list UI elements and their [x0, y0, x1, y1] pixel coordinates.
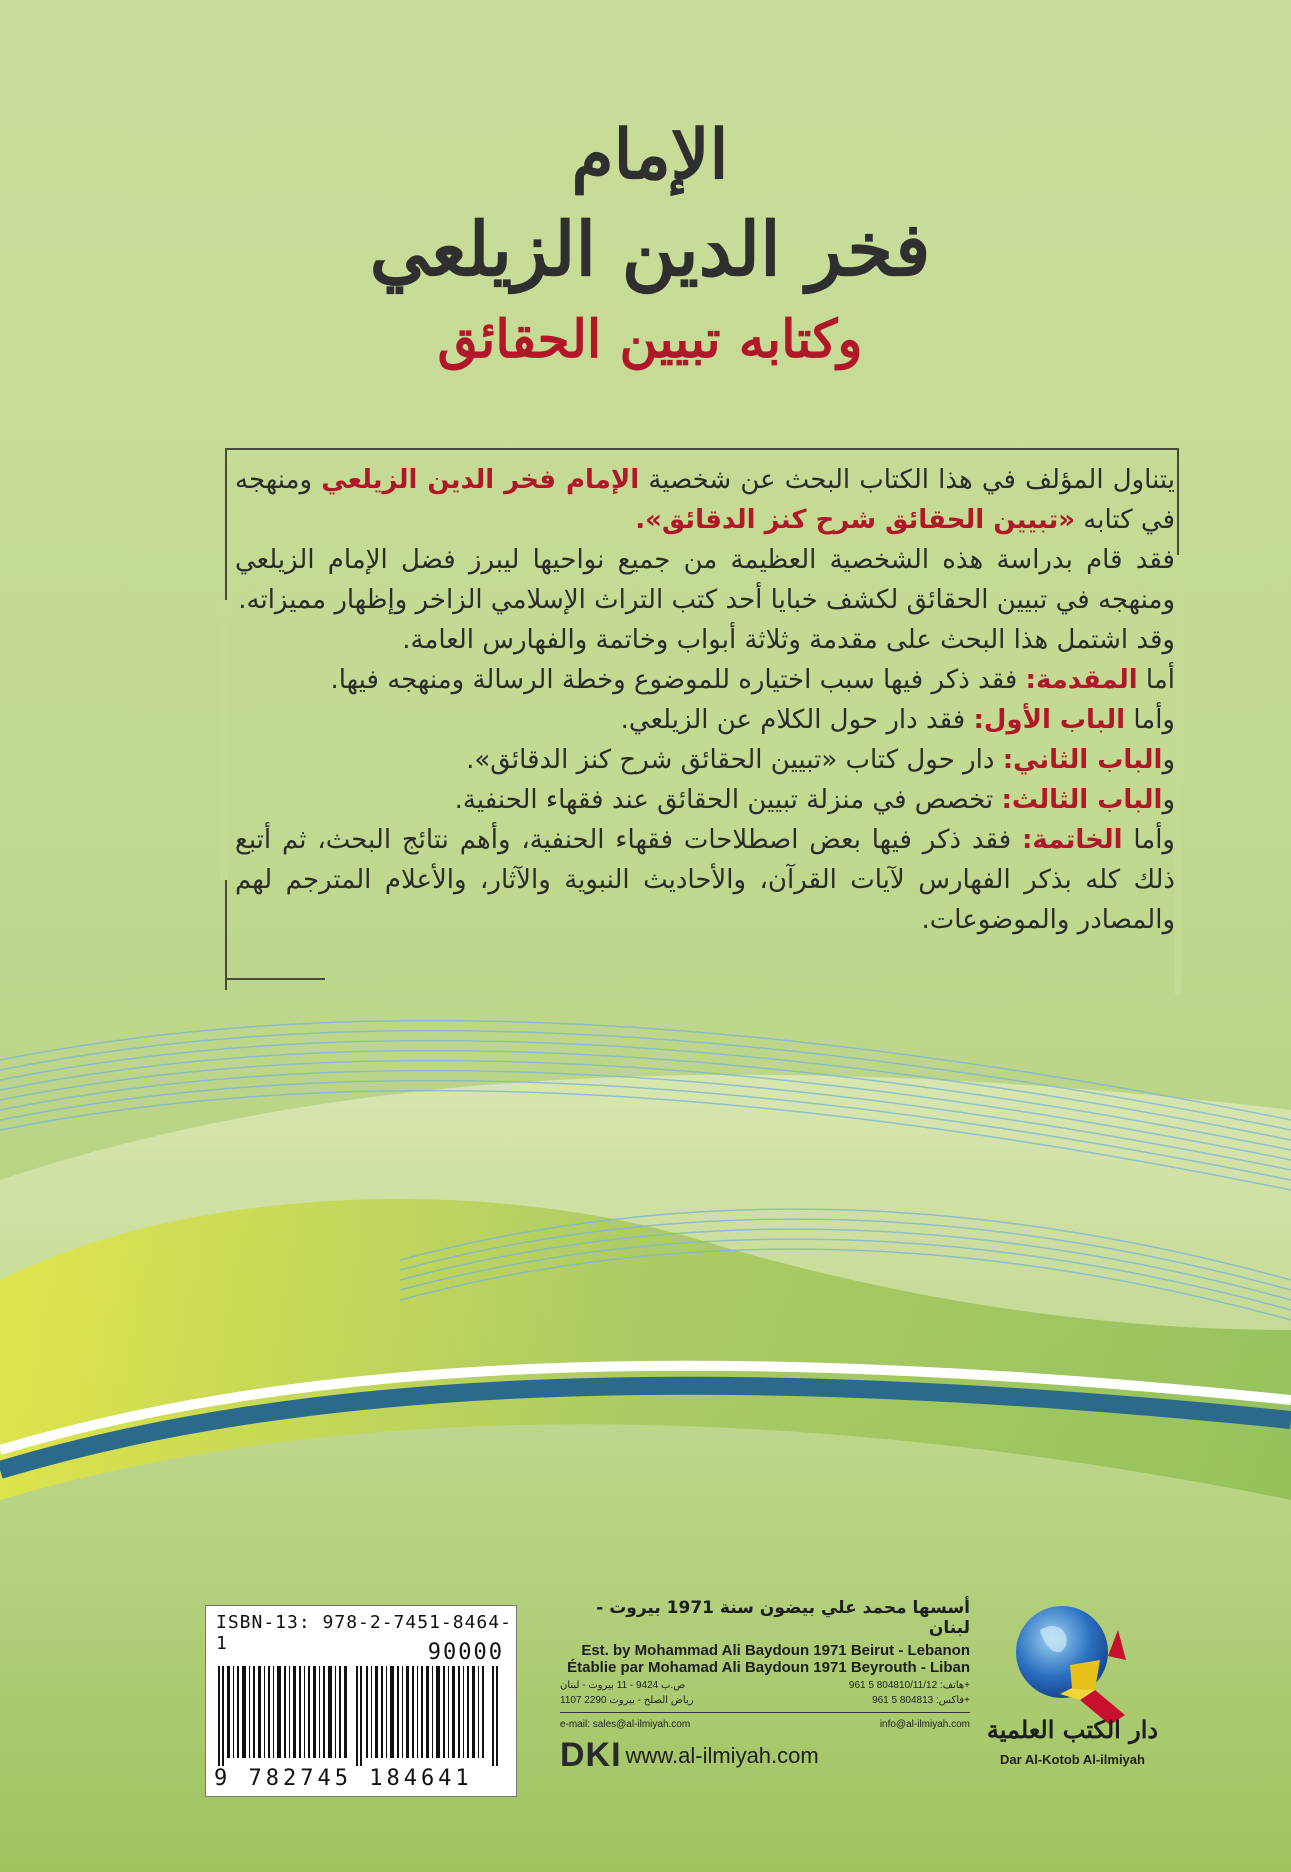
barcode-label — [205, 1605, 517, 1797]
title-name: فخر الدين الزيلعي — [369, 207, 931, 293]
dki-logo-text: DKI — [560, 1736, 622, 1774]
publisher-info-email: info@al-ilmiyah.com — [879, 1719, 970, 1730]
barcode-bars — [216, 1666, 506, 1766]
barcode-digits: 9 782745 184641 — [214, 1766, 473, 1791]
publisher-est-english: Est. by Mohammad Ali Baydoun 1971 Beirut - Lebanon — [581, 1642, 970, 1659]
publisher-name-english: Dar Al-Kotob Al-ilmiyah — [1000, 1752, 1145, 1767]
publisher-email-row — [560, 1719, 970, 1730]
publisher-info — [560, 1598, 970, 1775]
publisher-web-row — [560, 1736, 970, 1775]
publisher-po-box: ص.ب 9424 - 11 بيروت - لبنان — [560, 1680, 686, 1691]
frame-gap-left — [220, 600, 228, 880]
publisher-divider — [560, 1712, 970, 1713]
paragraph: والباب الثالث: تخصص في منزلة تبيين الحقائق عند فقهاء الحنفية. — [454, 785, 1175, 815]
title-imam: الإمام — [571, 115, 729, 195]
isbn-text: ISBN-13: 978-2-7451-8464-1 — [216, 1612, 512, 1654]
paragraph: وقد اشتمل هذا البحث على مقدمة وثلاثة أبواب وخاتمة والفهارس العامة. — [402, 625, 1175, 655]
publisher-est-arabic: أسسها محمد علي بيضون سنة 1971 بيروت - لبنان — [596, 1598, 970, 1638]
publisher-fax: فاكس: 804813 5 961+ — [872, 1695, 970, 1706]
price-code: 90000 — [427, 1640, 504, 1665]
paragraph: يتناول المؤلف في هذا الكتاب البحث عن شخصية الإمام فخر الدين الزيلعي ومنهجه في كتابه «تبيين الحقائق شرح كنز الدقائق». — [235, 465, 1175, 535]
paragraph: فقد قام بدراسة هذه الشخصية العظيمة من جميع نواحيها ليبرز فضل الإمام الزيلعي ومنهجه في تبيين الحقائق لكشف خبايا أحد كتب التراث الإسلامي الزاخر وإظهار مميزاته. — [235, 545, 1175, 615]
publisher-website: www.al-ilmiyah.com — [625, 1742, 819, 1768]
paragraph: أما المقدمة: فقد ذكر فيها سبب اختياره للموضوع وخطة الرسالة ومنهجه فيها. — [330, 665, 1175, 695]
paragraph: والباب الثاني: دار حول كتاب «تبيين الحقائق شرح كنز الدقائق». — [466, 745, 1175, 775]
publisher-contact-row — [560, 1680, 970, 1691]
publisher-est-french: Établie par Mohamad Ali Baydoun 1971 Beyrouth - Liban — [567, 1659, 970, 1676]
description-text — [235, 460, 1175, 940]
title-block — [300, 110, 1000, 380]
frame-gap-right — [1175, 555, 1181, 995]
publisher-tel: هاتف: 804810/11/12 5 961+ — [848, 1680, 970, 1691]
paragraph: وأما الباب الأول: فقد دار حول الكلام عن الزيلعي. — [620, 705, 1175, 735]
publisher-riad: رياض الصلح - بيروت 2290 1107 — [560, 1695, 694, 1706]
publisher-name-arabic: دار الكتب العلمية — [986, 1715, 1159, 1744]
publisher-contact-row — [560, 1695, 970, 1706]
paragraph: وأما الخاتمة: فقد ذكر فيها بعض اصطلاحات فقهاء الحنفية، وأهم نتائج البحث، ثم أتبع ذلك كله بذكر الفهارس لآيات القرآن، والأحاديث النبوية والآثار، والأعلام المترجم لهم والمصادر والموضوعات. — [235, 825, 1175, 935]
publisher-email: e-mail: sales@al-ilmiyah.com — [560, 1719, 691, 1730]
title-book: وكتابه تبيين الحقائق — [437, 309, 863, 370]
frame-bottom-stub — [225, 978, 325, 980]
